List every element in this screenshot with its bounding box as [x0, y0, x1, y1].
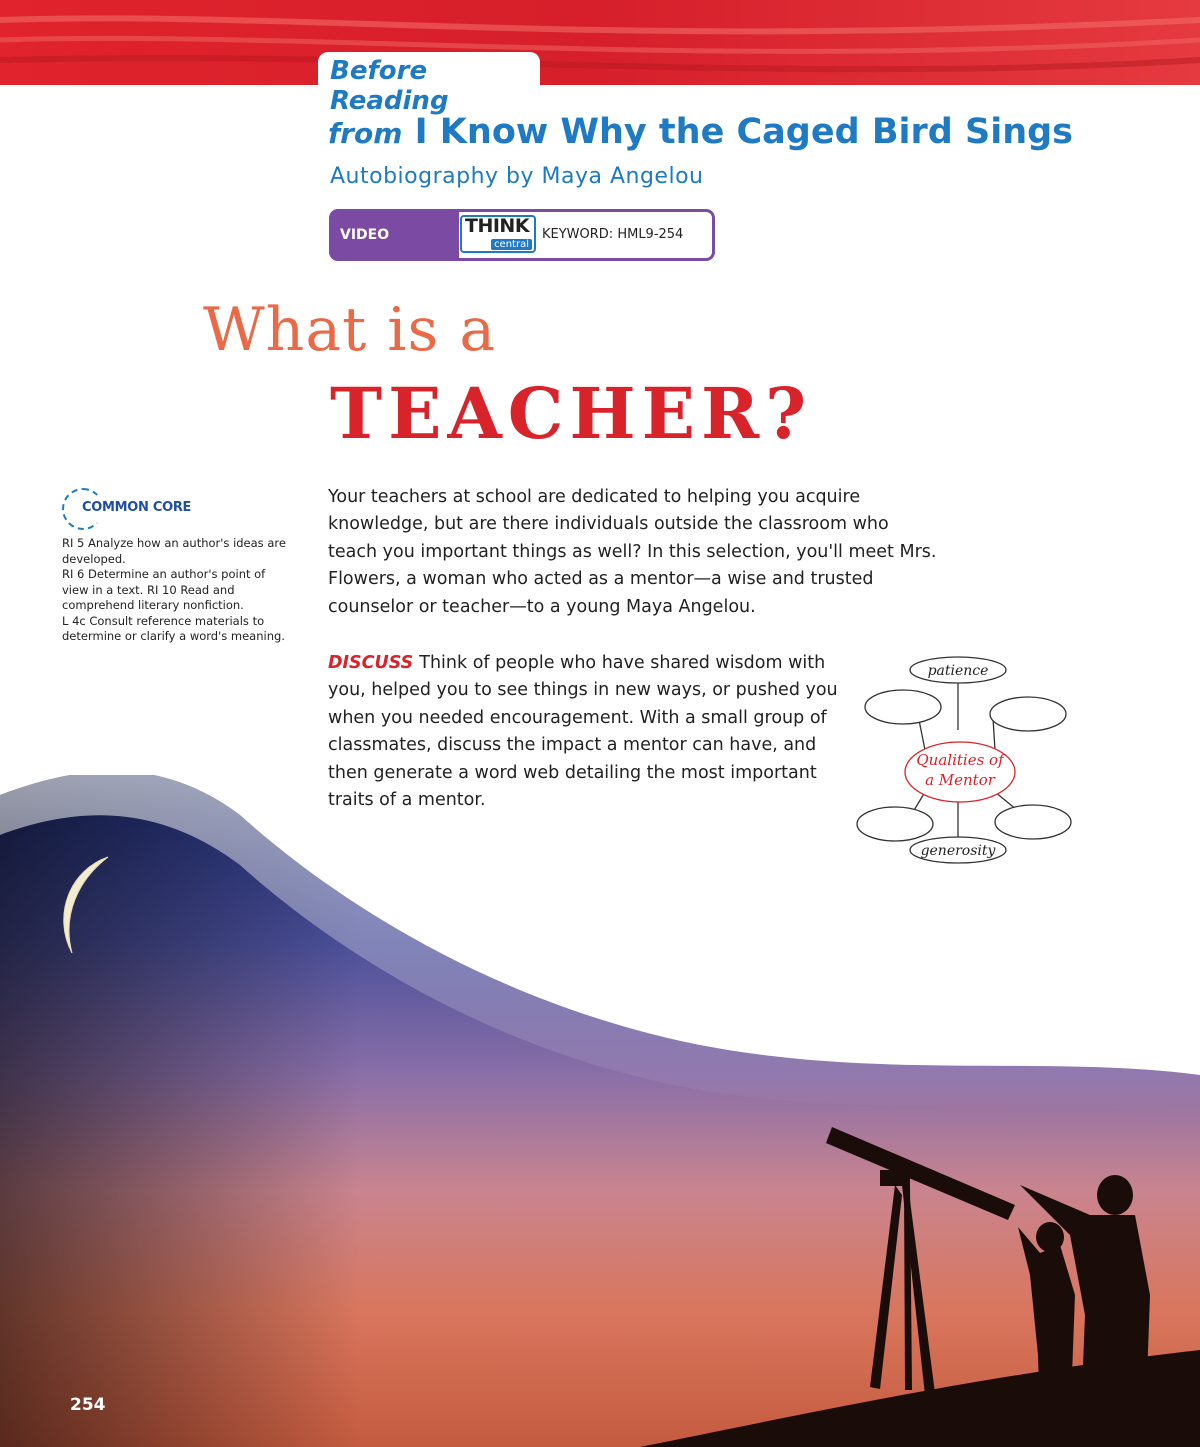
- central-logo-text: central: [491, 239, 532, 250]
- keyword-text: KEYWORD: HML9-254: [542, 227, 684, 242]
- discuss-label: DISCUSS: [328, 653, 414, 673]
- discuss-text: Think of people who have shared wisdom with you, helped you to see things in new ways, or pushed you when you needed encouragement. With a small group of classmates, discuss the impact a mentor can have, and then generate a word web detailing the most important traits of a mentor.: [328, 653, 838, 811]
- web-node-left-top: [865, 690, 941, 724]
- intro-paragraph: Your teachers at school are dedicated to helping you acquire knowledge, but are there individuals outside the classroom who teach you important things as well? In this selection, you'll meet Mrs. Flowers, a woman who acted as a mentor—a wise and trusted counselor or teacher—to a young Maya Angelou.: [328, 487, 937, 617]
- common-core-label: COMMON CORE: [82, 500, 192, 515]
- web-bottom-label: generosity: [920, 843, 996, 859]
- section-tab: [318, 52, 540, 116]
- common-core-box: [62, 488, 292, 645]
- standard-item: RI 5 Analyze how an author's ideas are developed.: [62, 536, 286, 566]
- think-central-logo: [460, 215, 536, 253]
- page-number: 254: [70, 1395, 106, 1415]
- web-top-label: patience: [927, 663, 989, 679]
- web-node-right-top: [990, 697, 1066, 731]
- video-trailer-box[interactable]: [329, 209, 715, 289]
- selection-subtitle: Autobiography by Maya Angelou: [330, 164, 704, 189]
- common-core-badge: [62, 488, 292, 530]
- web-center-line1: Qualities of: [916, 751, 1004, 769]
- headline-line1: What is a: [203, 295, 497, 365]
- sky-illustration: [0, 775, 1200, 1447]
- think-logo-text: THINK: [465, 215, 530, 237]
- web-center-line2: a Mentor: [925, 771, 995, 789]
- title-text: I Know Why the Caged Bird Sings: [414, 112, 1074, 152]
- video-trailer-label: VIDEO TRAILER: [332, 212, 459, 258]
- selection-title: [328, 112, 1073, 152]
- title-prefix: from: [328, 117, 403, 150]
- standard-item: L 4c Consult reference materials to determine or clarify a word's meaning.: [62, 613, 285, 643]
- section-tab-label: Before Reading: [330, 56, 449, 116]
- header-banner: [0, 0, 1200, 90]
- headline-line2: TEACHER?: [330, 372, 813, 455]
- standard-item: RI 6 Determine an author's point of view in a text. RI 10 Read and comprehend literary nonfiction.: [62, 567, 266, 612]
